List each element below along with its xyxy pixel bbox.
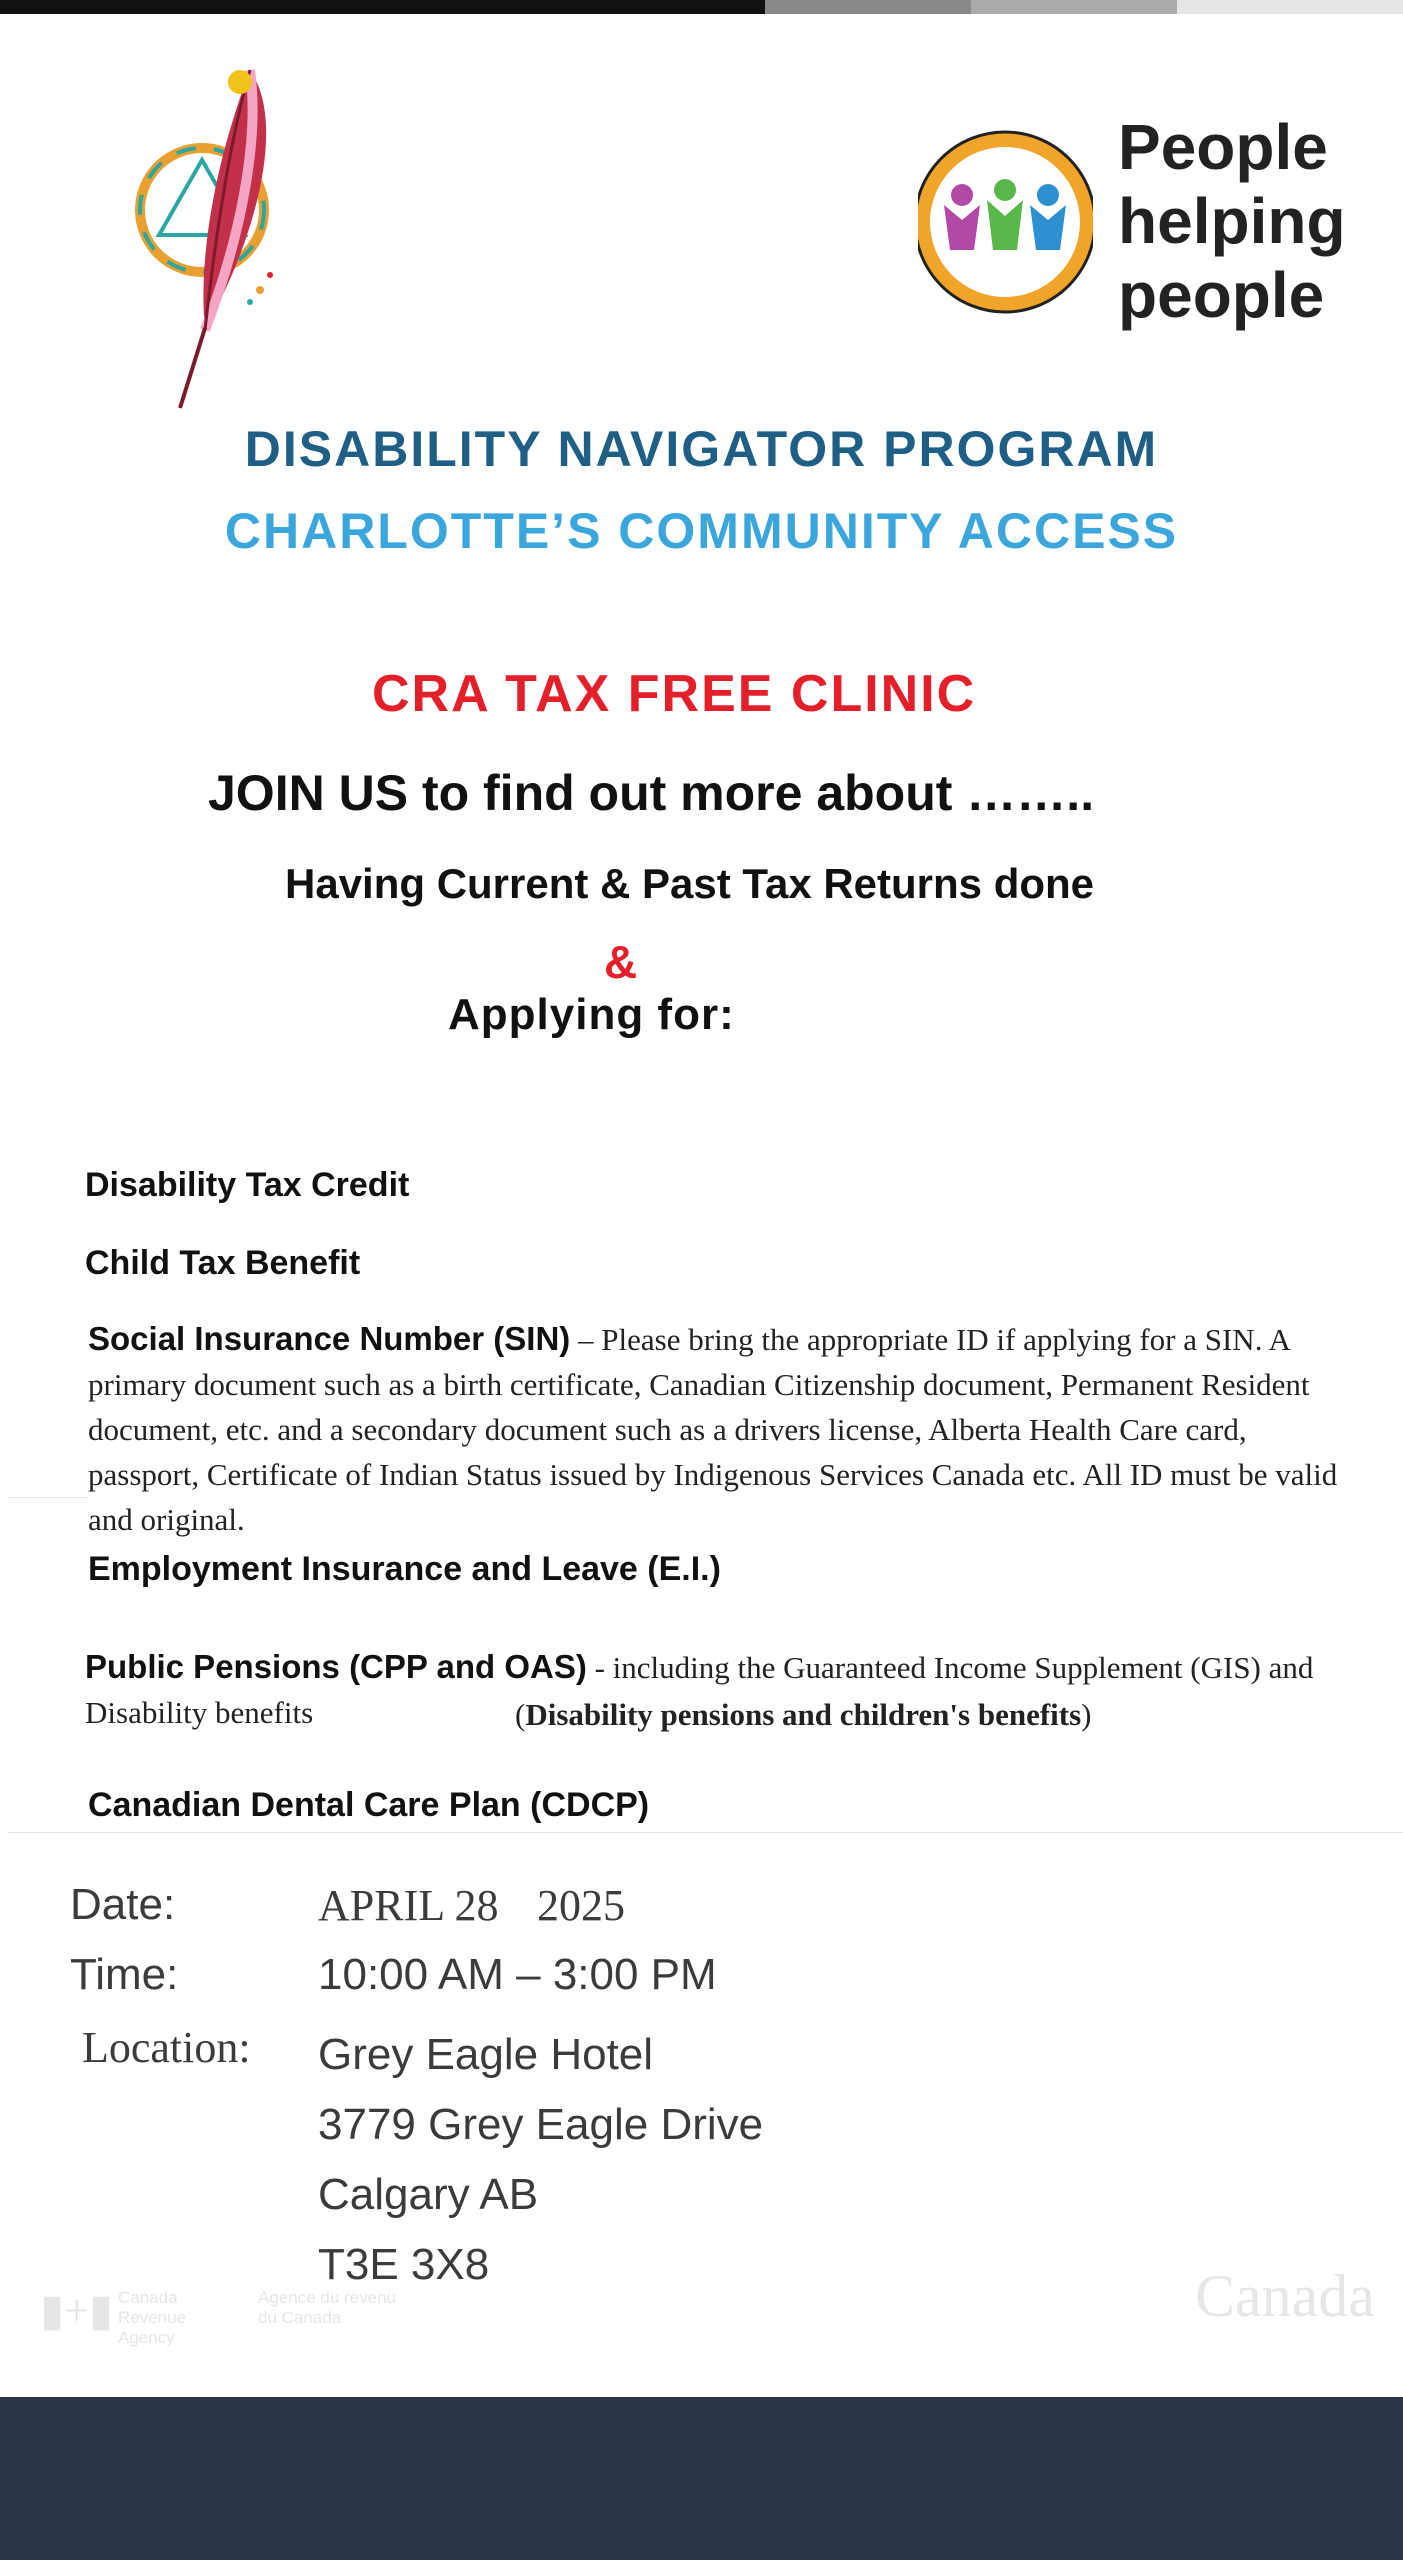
php-logo-line-1: People — [1118, 111, 1328, 183]
sin-title: Social Insurance Number (SIN) — [88, 1320, 571, 1357]
strip-segment-lightgray — [971, 0, 1177, 14]
feather-icon — [110, 40, 290, 410]
item-employment-insurance: Employment Insurance and Leave (E.I.) — [88, 1550, 721, 1588]
strip-segment-black — [0, 0, 765, 14]
location-line-4: T3E 3X8 — [318, 2240, 490, 2289]
item-sin — [88, 1316, 1358, 1542]
cra-emblem-icon: ▮+▮ — [40, 2286, 114, 2335]
item-cdcp: Canadian Dental Care Plan (CDCP) — [88, 1786, 650, 1824]
php-logo-line-3: people — [1118, 259, 1325, 331]
location-line-3: Calgary AB — [318, 2170, 539, 2219]
community-heading: CHARLOTTE’S COMMUNITY ACCESS — [224, 503, 1179, 559]
people-circle-icon — [918, 100, 1093, 345]
pensions-subnote — [515, 1692, 1092, 1737]
section-divider — [8, 1832, 1403, 1833]
faint-divider — [8, 1497, 88, 1498]
location-label: Location: — [82, 2023, 251, 2072]
program-heading: DISABILITY NAVIGATOR PROGRAM — [244, 421, 1159, 477]
pensions-sub-open: ( — [515, 1697, 526, 1732]
location-line-1: Grey Eagle Hotel — [318, 2030, 654, 2079]
location-address — [318, 2020, 763, 2300]
ampersand: & — [604, 936, 638, 988]
time-label: Time: — [70, 1950, 179, 1999]
agency-name-fr: Agence du revenu du Canada — [258, 2288, 396, 2327]
having-heading: Having Current & Past Tax Returns done — [285, 860, 1095, 907]
agency-name-en: Canada Revenue Agency — [118, 2288, 187, 2347]
date-year: 2025 — [537, 1881, 625, 1930]
date-label: Date: — [70, 1880, 176, 1929]
footer-band — [0, 2397, 1403, 2560]
pensions-sub-bold: Disability pensions and children's benefits — [525, 1697, 1082, 1732]
top-color-strip — [0, 0, 1403, 14]
strip-segment-pale — [1177, 0, 1403, 14]
pensions-title: Public Pensions (CPP and OAS) — [85, 1648, 587, 1685]
strip-segment-gray — [765, 0, 971, 14]
pensions-sub-close: ) — [1081, 1697, 1092, 1732]
php-logo-line-2: helping — [1118, 185, 1346, 257]
pensions-body: - including the Guaranteed Income Supplement (GIS) and Disability benefits — [85, 1650, 1314, 1730]
item-child-tax-benefit: Child Tax Benefit — [85, 1244, 361, 1282]
location-line-2: 3779 Grey Eagle Drive — [318, 2100, 764, 2149]
clinic-heading: CRA TAX FREE CLINIC — [372, 665, 977, 723]
canada-wordmark: Canada — [1195, 2263, 1375, 2329]
applying-heading: Applying for: — [448, 990, 735, 1039]
item-disability-tax-credit: Disability Tax Credit — [85, 1166, 410, 1204]
php-logo-text — [1118, 110, 1388, 332]
join-heading: JOIN US to find out more about …….. — [208, 765, 1095, 821]
time-value: 10:00 AM – 3:00 PM — [318, 1950, 717, 1999]
date-month: APRIL 28 — [318, 1881, 499, 1930]
sin-body: – Please bring the appropriate ID if applying for a SIN. A primary document such as a birth certificate, Canadian Citizenship document, Permanent Resident document, etc. and a secondary document such as a drivers license, Alberta Health Care card, passport, Certificate of Indian Status issued by Indigenous Services Canada etc. All ID must be valid and original. — [88, 1322, 1338, 1537]
